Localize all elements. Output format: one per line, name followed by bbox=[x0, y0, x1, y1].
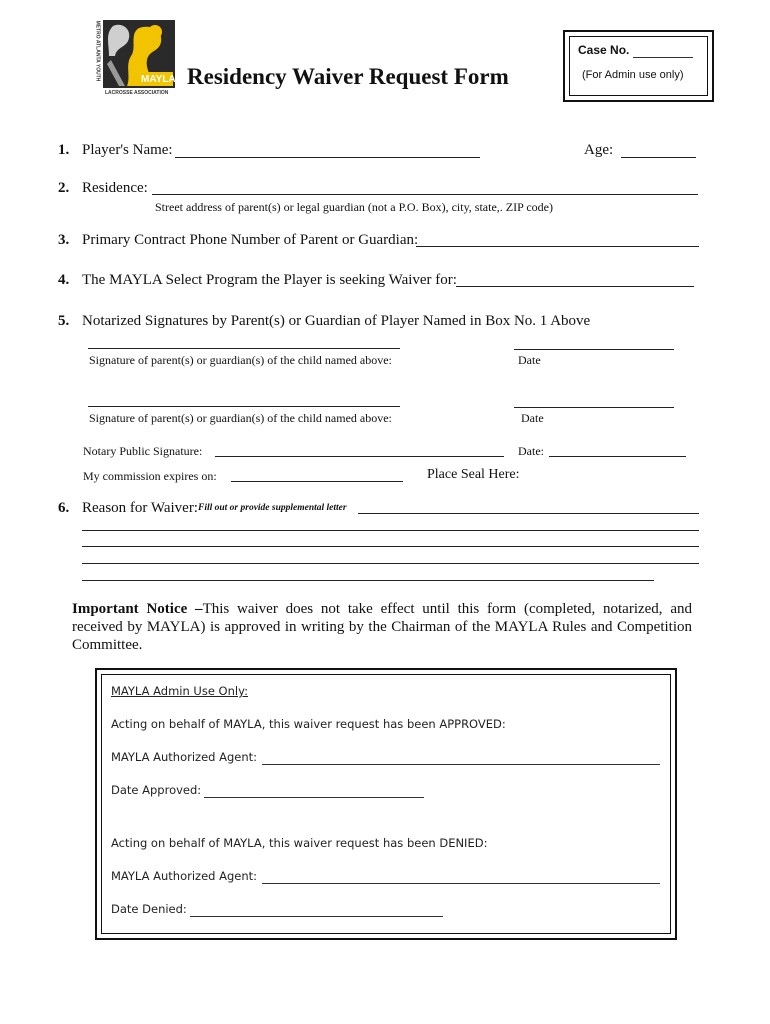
seal-label: Place Seal Here: bbox=[427, 467, 520, 482]
residence-label: Residence: bbox=[82, 180, 148, 196]
item-5-number: 5. bbox=[58, 313, 70, 329]
residence-field[interactable] bbox=[152, 194, 698, 195]
admin-heading: MAYLA Admin Use Only: bbox=[111, 684, 248, 698]
item-3-number: 3. bbox=[58, 232, 70, 248]
phone-label: Primary Contract Phone Number of Parent or Guardian: bbox=[82, 232, 419, 248]
notice-text: This waiver does not take effect until this form (completed, notarized, and received by MAYLA) is approved in writing by the Chairman of the MAYLA Rules and Competition Committee. bbox=[72, 601, 692, 653]
case-admin-note: (For Admin use only) bbox=[582, 69, 684, 81]
phone-field[interactable] bbox=[416, 246, 699, 247]
signature-2-date-field[interactable] bbox=[514, 407, 674, 408]
denied-agent-label: MAYLA Authorized Agent: bbox=[111, 869, 258, 883]
signature-1-field[interactable] bbox=[88, 348, 400, 349]
item-1-number: 1. bbox=[58, 142, 70, 158]
case-number-label: Case No. bbox=[578, 43, 630, 57]
notice-heading: Important Notice – bbox=[72, 601, 203, 617]
reason-field-5[interactable] bbox=[82, 580, 654, 581]
reason-field-4[interactable] bbox=[82, 563, 699, 564]
item-4-number: 4. bbox=[58, 272, 70, 288]
signature-2-field[interactable] bbox=[88, 406, 400, 407]
reason-hint: Fill out or provide supplemental letter bbox=[198, 503, 347, 513]
reason-label: Reason for Waiver: bbox=[82, 500, 198, 516]
item-2-number: 2. bbox=[58, 180, 70, 196]
age-field[interactable] bbox=[621, 157, 696, 158]
approved-agent-field[interactable] bbox=[262, 764, 660, 765]
notary-field[interactable] bbox=[215, 456, 504, 457]
mayla-logo bbox=[91, 20, 175, 100]
denied-agent-field[interactable] bbox=[262, 883, 660, 884]
approved-statement: Acting on behalf of MAYLA, this waiver request has been APPROVED: bbox=[111, 717, 506, 731]
case-number-field[interactable] bbox=[633, 57, 693, 58]
commission-field[interactable] bbox=[231, 481, 403, 482]
logo-badge: MAYLA bbox=[141, 74, 176, 85]
player-name-label: Player's Name: bbox=[82, 142, 173, 158]
signature-2-label: Signature of parent(s) or guardian(s) of the child named above: bbox=[89, 411, 392, 425]
program-label: The MAYLA Select Program the Player is seeking Waiver for: bbox=[82, 272, 457, 288]
logo-side-text: METRO ATLANTA YOUTH bbox=[94, 20, 101, 82]
denied-statement: Acting on behalf of MAYLA, this waiver request has been DENIED: bbox=[111, 836, 488, 850]
reason-field-3[interactable] bbox=[82, 546, 699, 547]
notary-date-field[interactable] bbox=[549, 456, 686, 457]
age-label: Age: bbox=[584, 142, 614, 158]
date-denied-label: Date Denied: bbox=[111, 902, 187, 916]
notary-label: Notary Public Signature: bbox=[83, 444, 203, 458]
commission-label: My commission expires on: bbox=[83, 469, 217, 483]
program-field[interactable] bbox=[456, 286, 694, 287]
reason-field-1[interactable] bbox=[358, 513, 699, 514]
signatures-label: Notarized Signatures by Parent(s) or Guardian of Player Named in Box No. 1 Above bbox=[82, 313, 591, 329]
date-approved-field[interactable] bbox=[204, 797, 424, 798]
signature-2-date-label: Date bbox=[521, 411, 544, 425]
residence-hint: Street address of parent(s) or legal guardian (not a P.O. Box), city, state,. ZIP code) bbox=[155, 200, 553, 214]
player-name-field[interactable] bbox=[175, 157, 480, 158]
signature-1-date-label: Date bbox=[518, 353, 541, 367]
reason-field-2[interactable] bbox=[82, 530, 699, 531]
important-notice bbox=[72, 600, 692, 654]
notary-date-label: Date: bbox=[518, 444, 544, 458]
date-approved-label: Date Approved: bbox=[111, 783, 202, 797]
logo-subtitle: LACROSSE ASSOCIATION bbox=[105, 90, 169, 96]
item-6-number: 6. bbox=[58, 500, 70, 516]
form-title: Residency Waiver Request Form bbox=[187, 64, 509, 89]
approved-agent-label: MAYLA Authorized Agent: bbox=[111, 750, 258, 764]
signature-1-label: Signature of parent(s) or guardian(s) of the child named above: bbox=[89, 353, 392, 367]
date-denied-field[interactable] bbox=[190, 916, 443, 917]
admin-use-box bbox=[95, 668, 677, 940]
signature-1-date-field[interactable] bbox=[514, 349, 674, 350]
case-number-box bbox=[563, 30, 714, 102]
